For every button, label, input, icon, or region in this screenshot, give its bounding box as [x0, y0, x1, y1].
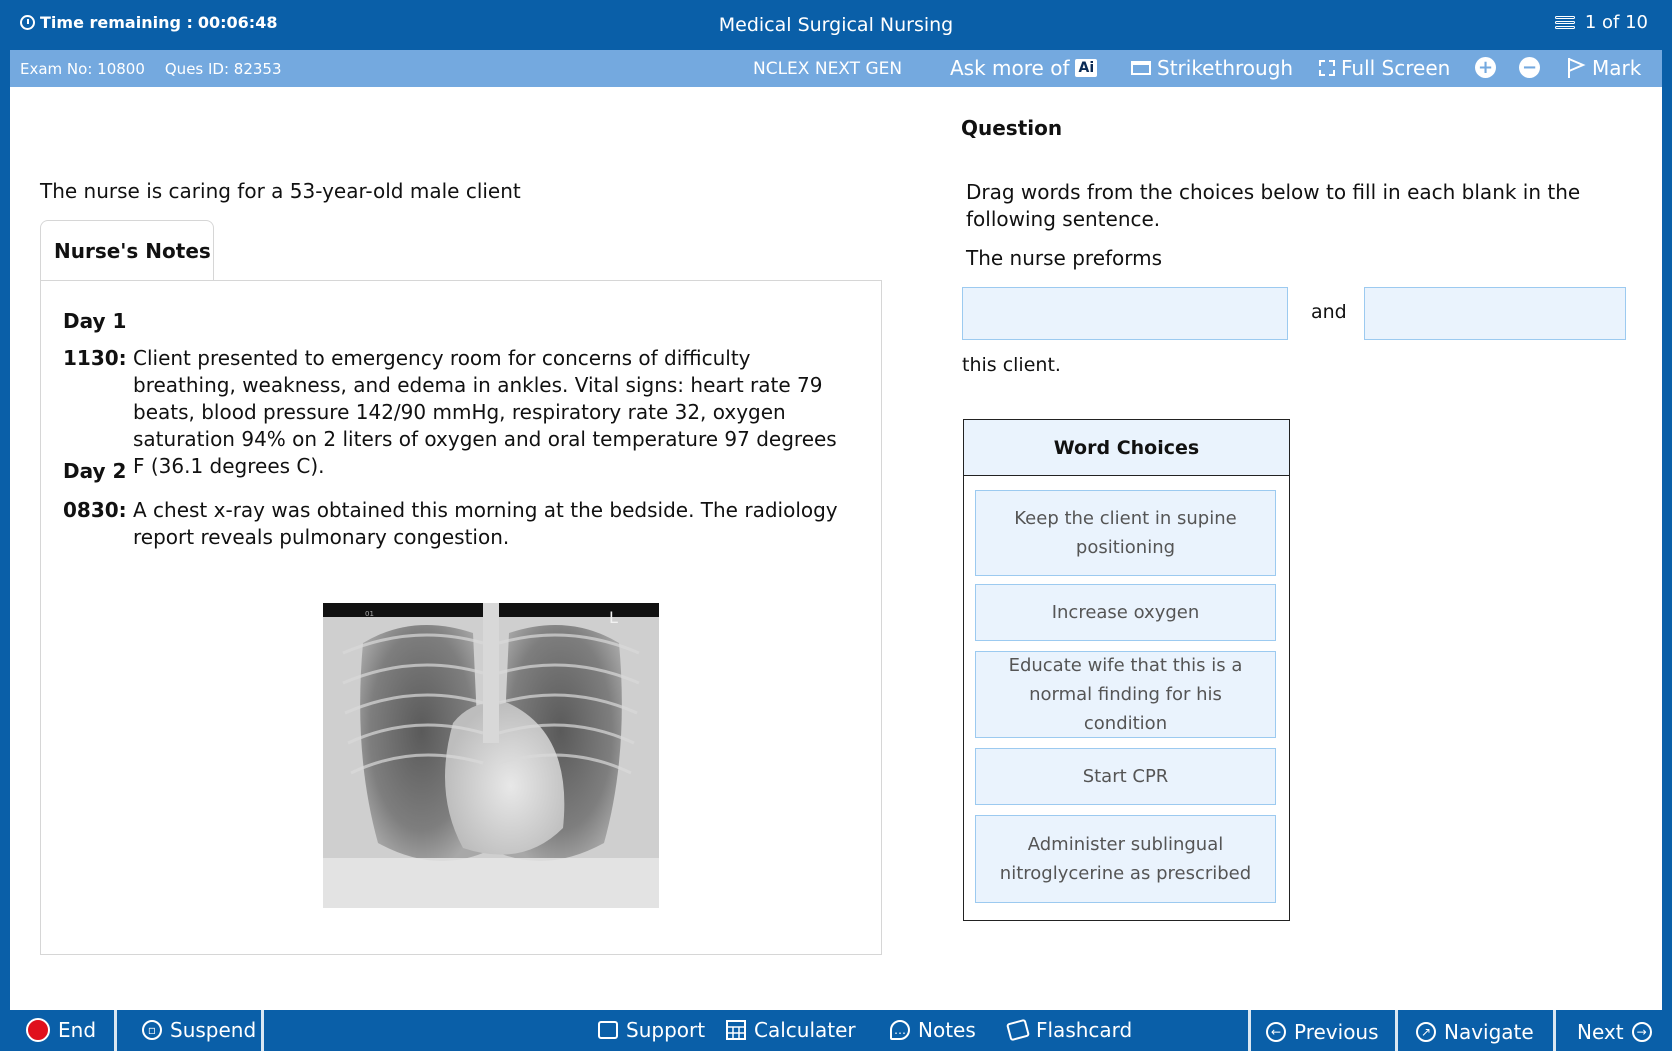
mark-button[interactable] [1566, 56, 1641, 80]
toolbar [10, 50, 1662, 87]
support-button[interactable] [598, 1018, 705, 1042]
exam-info [20, 60, 282, 78]
question-instruction: Drag words from the choices below to fill in each blank in the following sentence. [966, 180, 1581, 231]
question-title: Question [961, 116, 1063, 140]
suspend-button[interactable] [142, 1018, 256, 1042]
full-screen-label: Full Screen [1341, 56, 1451, 80]
stack-icon [1555, 16, 1575, 30]
end-button[interactable] [26, 1018, 96, 1042]
note-time-2: 0830: [63, 498, 127, 522]
zoom-out-button[interactable] [1519, 57, 1540, 78]
compass-icon: ↗ [1416, 1022, 1436, 1042]
arrow-right-icon: → [1632, 1022, 1652, 1042]
word-choice[interactable]: Educate wife that this is a normal finding for his condition [975, 651, 1276, 738]
nurses-notes-panel [40, 280, 882, 955]
word-choice[interactable]: Start CPR [975, 748, 1276, 805]
timer-label: Time remaining : [40, 13, 193, 32]
strikethrough-label: Strikethrough [1157, 56, 1294, 80]
note-entry-1 [63, 345, 853, 480]
exam-type: NCLEX NEXT GEN [753, 59, 903, 79]
answer-blank-1[interactable] [962, 287, 1288, 340]
end-label: End [58, 1018, 97, 1042]
calculator-icon [726, 1020, 746, 1040]
notes-button[interactable] [890, 1018, 976, 1042]
word-choice[interactable]: Administer sublingual nitroglycerine as prescribed [975, 815, 1276, 903]
main-content [10, 87, 1662, 1010]
full-screen-button[interactable] [1319, 56, 1450, 80]
ai-icon: Ai [1075, 59, 1097, 77]
note-text-2: A chest x-ray was obtained this morning at the bedside. The radiology report reveals pulmonary congestion. [133, 498, 838, 549]
app-title: Medical Surgical Nursing [718, 14, 954, 36]
answer-blank-2[interactable] [1364, 287, 1626, 340]
strikethrough-icon [1131, 61, 1151, 75]
note-entry-2 [63, 497, 853, 551]
notes-label: Notes [918, 1018, 976, 1042]
timer-value: 00:06:48 [197, 13, 278, 32]
sentence-lead: The nurse preforms [966, 246, 1163, 270]
next-button[interactable] [1577, 1020, 1652, 1044]
day-2-heading: Day 2 [63, 459, 127, 483]
arrow-left-icon: ← [1266, 1022, 1286, 1042]
top-bar [0, 0, 1672, 50]
question-id: Ques ID: 82353 [164, 60, 282, 78]
support-label: Support [626, 1018, 706, 1042]
suspend-label: Suspend [170, 1018, 257, 1042]
strikethrough-button[interactable] [1131, 56, 1293, 80]
calculator-label: Calculater [754, 1018, 856, 1042]
separator [1553, 1010, 1556, 1051]
ask-ai-label: Ask more of [950, 56, 1070, 80]
flashcard-icon [1006, 1019, 1030, 1042]
separator [1248, 1010, 1251, 1051]
tab-nurses-notes[interactable]: Nurse's Notes [40, 220, 214, 280]
full-screen-icon [1319, 60, 1335, 76]
navigate-label: Navigate [1444, 1020, 1534, 1044]
xray-tag: 01 [365, 610, 374, 618]
previous-label: Previous [1294, 1020, 1379, 1044]
chest-xray-image [323, 603, 659, 908]
day-1-heading: Day 1 [63, 309, 127, 333]
navigate-button[interactable] [1416, 1020, 1534, 1044]
ask-ai-button[interactable] [950, 56, 1097, 80]
sentence-tail: this client. [962, 354, 1061, 376]
zoom-in-button[interactable] [1475, 57, 1496, 78]
plus-icon: + [1475, 57, 1496, 78]
flashcard-button[interactable] [1008, 1018, 1132, 1042]
pause-icon: ▫ [142, 1020, 162, 1040]
word-choice[interactable]: Keep the client in supine positioning [975, 490, 1276, 576]
flag-icon [1566, 57, 1586, 79]
minus-icon: − [1519, 57, 1540, 78]
note-time-1: 1130: [63, 346, 127, 370]
chat-icon [598, 1021, 618, 1039]
question-counter-text: 1 of 10 [1584, 12, 1648, 33]
bottom-bar [0, 1010, 1672, 1051]
separator [1395, 1010, 1398, 1051]
word-choices-header: Word Choices [964, 420, 1289, 476]
next-label: Next [1577, 1020, 1624, 1044]
word-choices-panel [963, 419, 1290, 921]
word-choice[interactable]: Increase oxygen [975, 584, 1276, 641]
notes-icon: … [890, 1020, 910, 1040]
separator [261, 1010, 264, 1051]
exam-number: Exam No: 10800 [20, 60, 145, 78]
separator [114, 1010, 117, 1051]
previous-button[interactable] [1266, 1020, 1379, 1044]
question-counter [1555, 12, 1648, 33]
stop-icon [26, 1018, 50, 1042]
flashcard-label: Flashcard [1036, 1018, 1133, 1042]
xray-side-marker: L [609, 608, 618, 627]
mark-label: Mark [1592, 56, 1642, 80]
calculator-button[interactable] [726, 1018, 856, 1042]
note-text-1: Client presented to emergency room for concerns of difficulty breathing, weakness, and edema in ankles. Vital signs: heart rate 79 beats, blood pressure 142/90 mmHg, respiratory rate 32, oxygen saturation 94% on 2 liters of oxygen and oral temperature 97 degrees F (36.1 degrees C). [133, 346, 837, 478]
sentence-connector: and [1311, 301, 1347, 323]
case-stem: The nurse is caring for a 53-year-old male client [40, 179, 521, 203]
